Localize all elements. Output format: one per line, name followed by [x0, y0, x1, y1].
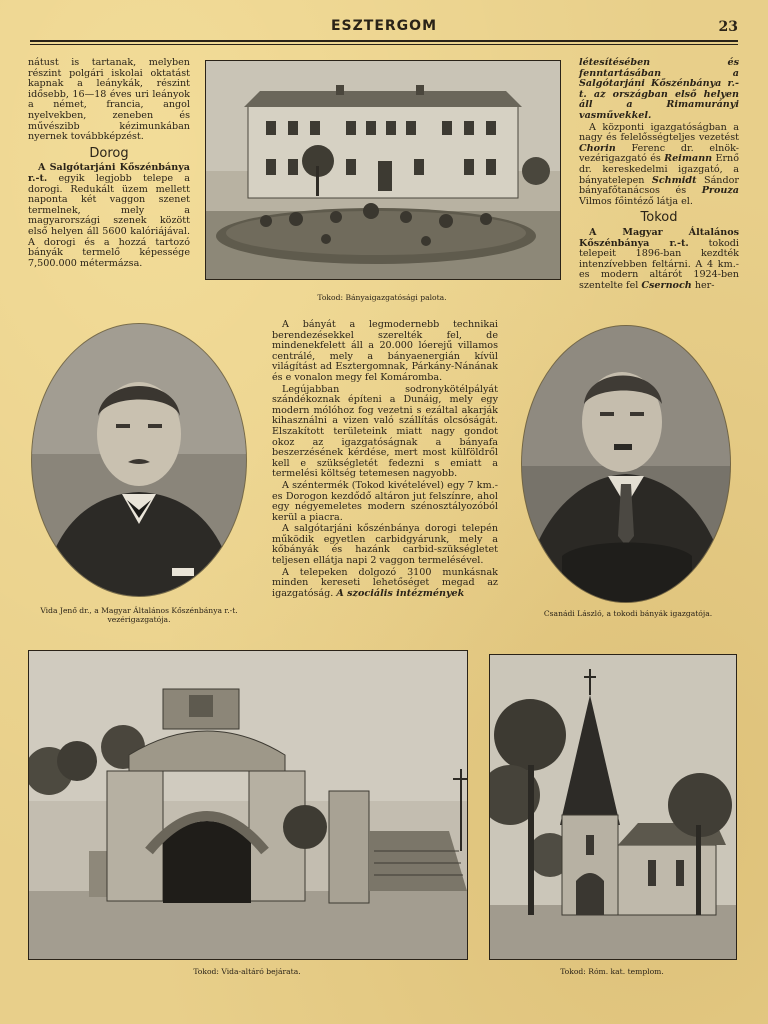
company-name-magyar-altalanos: A Magyar Általános Kőszénbánya r.-t. [579, 226, 739, 249]
middle-paragraph-2: Legújabban sodronykötélpályát szándékoznak építeni a Dunáig, mely egy modern mólóhoz fog vezetni s ezáltal akarják kihasználni a vizen való szállítás olcsóságát. Elszakított területeink miatt nagy gondot okoz az igazgatóságnak a bányafa beszerzésének kérdése, mert most külföldről kell e szükségletét fedezni s emiatt a termelési költség tetemesen nagyobb. [272, 383, 498, 480]
middle-paragraph-5-text: A telepeken dolgozó 3100 munkásnak minden kereseti lehetőséget megad az igazgatóság. [272, 566, 498, 599]
caption-csanadi-laszlo: Csanádi László, a tokodi bányák igazgatója. [543, 609, 713, 618]
page-header-title: ESZTERGOM [330, 18, 437, 34]
header-rule [30, 40, 738, 42]
header-rule-thin [30, 44, 738, 45]
portrait-vida-illustration [32, 324, 246, 596]
adit-entrance-illustration [29, 651, 467, 959]
tokod-heading: Tokod [640, 210, 678, 226]
right-intro-paragraph [579, 58, 739, 122]
name-chorin: Chorin [579, 142, 616, 154]
caption-roman-catholic-church: Tokod: Róm. kat. templom. [560, 967, 664, 976]
management-paragraph [579, 123, 739, 208]
management-text-d: Sándor bányafőtanácsos és [579, 174, 739, 197]
photo-vida-adit-entrance [28, 650, 468, 960]
right-intro-italic: létesítésében és fenntartásában a Salgótarjáni Kőszénbánya r.-t. az országban első helyen áll a Rimamurányi vasművekkel. [579, 57, 739, 121]
photo-roman-catholic-church [489, 654, 737, 960]
middle-paragraph-1: A bányát a legmodernebb technikai berendezésekkel szerelték fel, de mindenekfelett áll a 20.000 lóerejű villamos centrálé, mely a bányaenergián kívül világítást ad Esztergomnak, Párkány-Nánának és e vonalon megy fel Komáromba. [272, 319, 498, 383]
dorog-paragraph [28, 163, 190, 269]
management-text-e: Vilmos főintéző látja el. [579, 195, 693, 207]
tokod-text-a: tokodi telepeit 1896-ban kezdték intenzívebben feltárni. A 4 km.-es modern altárót 1924-ben szentelte fel [579, 237, 740, 291]
middle-paragraph-4: A salgótarjáni kőszénbánya dorogi telepén működik egyetlen carbidgyárunk, mely a kőbányák és hazánk carbid-szükségletet teljesen ellátja napi 2 vaggon termelésével. [272, 523, 498, 567]
middle-text-column [272, 320, 498, 600]
portrait-csanadi-illustration [522, 326, 730, 602]
management-text-b: Ferenc dr. elnök-vezérigazgató és [579, 142, 739, 165]
tokod-text-b: her- [691, 279, 715, 291]
name-schmidt: Schmidt [651, 174, 697, 186]
management-text-c: Ernő dr. kereskedelmi igazgató, a bányatelepen [579, 153, 740, 186]
left-intro-paragraph: nátust is tartanak, melyben részint polgári iskolai oktatást kapnak a leánykák, részint idősebb, 16—18 éves uri leányok a német, francia, angol nyelvekben, zeneben és művészibb kézimunkában nyernek továbbképzést. [28, 57, 190, 143]
middle-paragraph-3: A széntermék (Tokod kivételével) egy 7 km.-es Dorogon kezdődő altáron jut felszínre, ahol egy négyemeletes modern szénosztályozóból kerül a piacra. [272, 479, 498, 523]
name-reimann: Reimann [664, 153, 713, 165]
middle-paragraph-5 [272, 568, 498, 600]
tokod-paragraph [579, 228, 739, 292]
caption-vida-jeno: Vida Jenő dr., a Magyar Általános Kőszénbánya r.-t. vezérigazgatója. [40, 606, 238, 624]
portrait-csanadi-laszlo [522, 326, 730, 602]
palace-illustration [206, 61, 560, 279]
left-text-column [28, 58, 190, 270]
dorog-paragraph-text: egyik legjobb telepe a dorogi. Redukált üzem mellett naponta két vaggon szenet termelnek, mely a magyarországi szenek között első helyen áll 5600 kalóriájával. A dorogi és a hozzá tartozó bányák termelő képessége 7,500.000 métermázsa. [28, 172, 190, 269]
church-illustration [490, 655, 736, 959]
name-csernoch: Csernoch [641, 279, 692, 291]
middle-paragraph-5-italic: A szociális intézmények [336, 587, 465, 599]
caption-mine-directorate-palace: Tokod: Bányaigazgatósági palota. [317, 293, 447, 302]
page-number: 23 [718, 19, 738, 35]
caption-vida-adit-entrance: Tokod: Vida-altáró bejárata. [193, 967, 301, 976]
portrait-vida-jeno [32, 324, 246, 596]
name-prouza: Prouza [701, 185, 739, 197]
dorog-heading: Dorog [89, 145, 129, 161]
right-text-column [579, 58, 739, 292]
company-name-salgotarjan: A Salgótarjáni Kőszénbánya r.-t. [28, 162, 190, 184]
management-text-a: A központi igazgatóságban a nagy és felelősségteljes vezetést [579, 121, 739, 144]
photo-mine-directorate-palace [205, 60, 561, 280]
